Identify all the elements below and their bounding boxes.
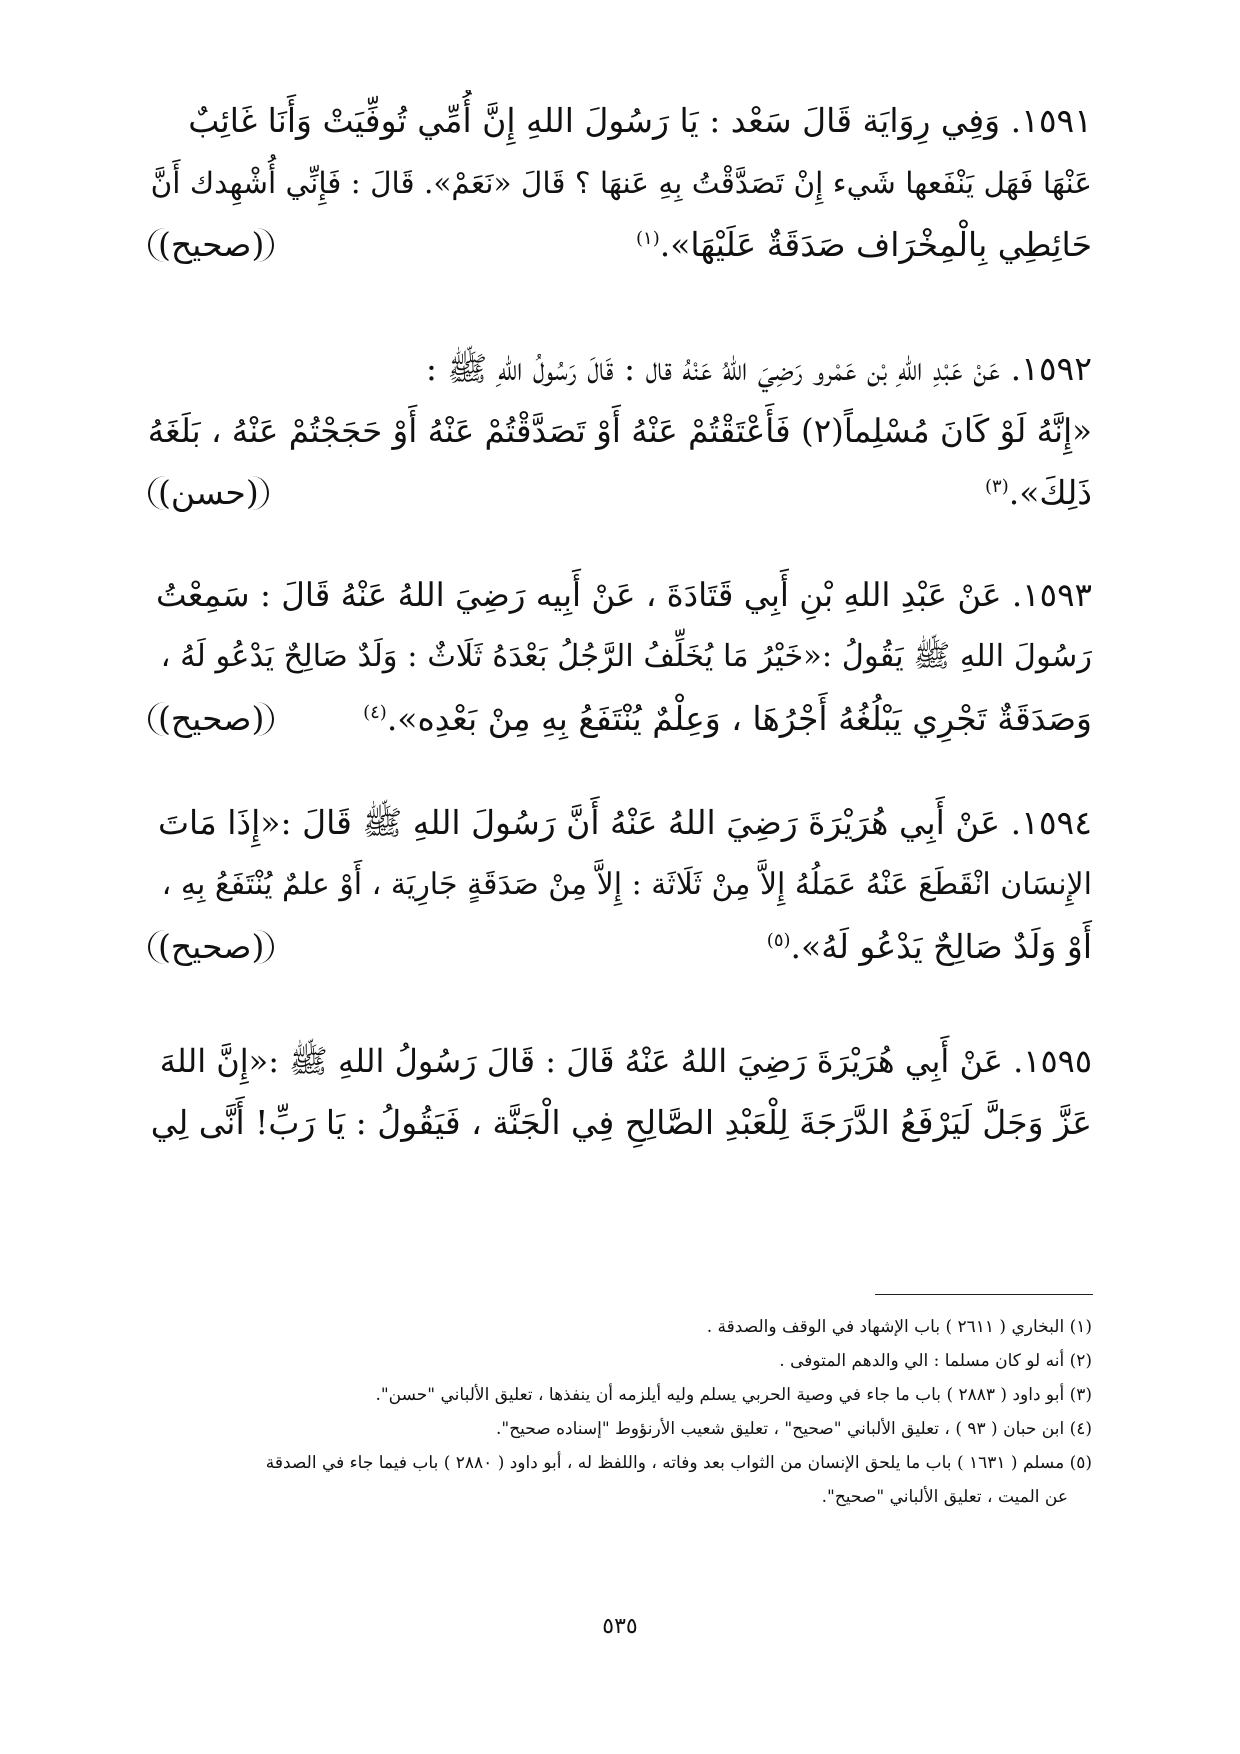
hadith-1592 (148, 338, 1092, 524)
hadith-line-end: ذَلِكَ».$^{(٣)}$ (985, 473, 1092, 512)
hadith-line-end: وَصَدَقَةٌ تَجْرِي يَبْلُغُهُ أَجْرُهَا ، وَعِلْمٌ يُنْتَفَعُ بِهِ مِنْ بَعْدِه».$^{(٤)}$ (363, 699, 1092, 738)
hadith-1594 (148, 792, 1092, 978)
hadith-1595 (148, 1030, 1092, 1154)
footnotes (148, 1310, 1092, 1514)
footnote-item: (٥) مسلم ( ١٦٣١ ) باب ما يلحق الإنسان من الثواب بعد وفاته ، واللفظ له ، أبو داود ( ٢٨٨٠ ) باب فيما جاء في الصدقة (265, 1453, 1092, 1473)
footnote-ref: (٣) (985, 476, 1009, 497)
hadith-line-end: حَائِطِي بِالْمِخْرَاف صَدَقَةٌ عَلَيْهَا».$^{(١)}$ (635, 225, 1092, 264)
hadith-line: ١٥٩٤. عَنْ أَبِي هُرَيْرَةَ رَضِيَ اللهُ عَنْهُ أَنَّ رَسُولَ اللهِ ﷺ قَالَ :«إِذَا مَاتَ (157, 803, 1092, 842)
hadith-line: ١٥٩٣. عَنْ عَبْدِ اللهِ بْنِ أَبِي قَتَادَةَ ، عَنْ أَبِيه رَضِيَ اللهُ عَنْهُ قَالَ : سَمِعْتُ (156, 576, 1092, 614)
grade-badge: (حسن) (148, 476, 269, 510)
hadith-line: الإِنسَان انْقَطَعَ عَنْهُ عَمَلُهُ إِلاَّ مِنْ ثَلَاثَة : إِلاَّ مِنْ صَدَقَةٍ جَارِيَة ، أَوْ علمٌ يُنْتَفَعُ بِهِ ، (161, 867, 1092, 902)
hadith-line: «إِنَّهُ لَوْ كَانَ مُسْلِماً(٢) فَأَعْتَقْتُمْ عَنْهُ أَوْ تَصَدَّقْتُمْ عَنْهُ أَوْ حَجَجْتُمْ عَنْهُ ، بَلَغَهُ (148, 412, 1092, 450)
hadith-last-line (148, 688, 1092, 750)
hadith-last-line (148, 214, 1092, 276)
grade-badge: (صحيح) (148, 702, 274, 736)
hadith-line: ١٥٩١. وَفِي رِوَايَة قَالَ سَعْد : يَا رَسُولَ اللهِ إِنَّ أُمِّي تُوفِّيَتْ وَأَنَا غَائِبٌ (188, 101, 1092, 140)
footnote-item: (١) البخاري ( ٢٦١١ ) باب الإشهاد في الوقف والصدقة . (706, 1317, 1092, 1337)
hadith-1591 (148, 90, 1092, 276)
hadith-last-line (148, 462, 1092, 524)
hadith-line: ١٥٩٢. عَنْ عَبْدِ اللهِ بْن عَمْرو رَضِيَ اللهُ عَنْهُ قال : قَالَ رَسُولُ اللهِ ﷺ : (425, 349, 1092, 388)
grade-badge: (صحيح) (148, 930, 274, 964)
footnote-ref: (٤) (363, 702, 387, 723)
hadith-line-end: أَوْ وَلَدٌ صَالِحٌ يَدْعُو لَهُ».$^{(٥)}$ (766, 927, 1092, 966)
footnote-ref: (١) (635, 228, 660, 249)
footnote-divider (875, 1294, 1093, 1295)
hadith-line: عَنْهَا فَهَل يَنْفَعها شَيء إِنْ تَصَدَّقْتُ بِهِ عَنهَا ؟ قَالَ «نَعَمْ». قَالَ : فَإِنِّي أُشْهِدك أَنَّ (150, 166, 1092, 200)
footnote-ref: (٥) (766, 930, 791, 951)
hadith-line: ١٥٩٥. عَنْ أَبِي هُرَيْرَةَ رَضِيَ اللهُ عَنْهُ قَالَ : قَالَ رَسُولُ اللهِ ﷺ :«إِنَّ اللهَ (159, 1042, 1092, 1080)
page-number: ٥٣٥ (602, 1614, 638, 1639)
hadith-line: رَسُولَ اللهِ ﷺ يَقُولُ :«خَيْرُ مَا يُخَلِّفُ الرَّجُلُ بَعْدَهُ ثَلَاثٌ : وَلَدٌ صَالِحٌ يَدْعُو لَهُ ، (160, 639, 1092, 674)
footnote-item: (٣) أبو داود ( ٢٨٨٣ ) باب ما جاء في وصية الحربي يسلم وليه أيلزمه أن ينفذها ، تعليق الألباني "حسن". (375, 1385, 1092, 1405)
footnote-continuation: عن الميت ، تعليق الألباني "صحيح". (821, 1487, 1068, 1507)
hadith-last-line (148, 916, 1092, 978)
footnote-item: (٢) أنه لو كان مسلما : الي والدهم المتوفى . (779, 1351, 1092, 1371)
hadith-line: عَزَّ وَجَلَّ لَيَرْفَعُ الدَّرَجَةَ لِلْعَبْدِ الصَّالِحِ فِي الْجَنَّة ، فَيَقُولُ : يَا رَبِّ! أَنَّى لِي (150, 1103, 1092, 1142)
grade-badge: (صحيح) (148, 228, 274, 262)
hadith-1593 (148, 564, 1092, 750)
footnote-item: (٤) ابن حبان ( ٩٣ ) ، تعليق الألباني "صحيح" ، تعليق شعيب الأرنؤوط "إسناده صحيح". (495, 1419, 1092, 1439)
